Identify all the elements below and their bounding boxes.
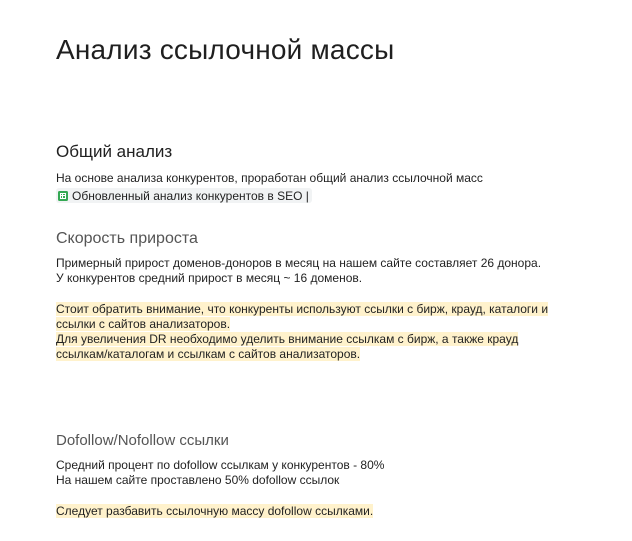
dofollow-highlight-line-1: Следует разбавить ссылочную массу dofollow ссылками. [56, 504, 374, 518]
growth-text-line-1: Примерный прирост доменов-доноров в месяц на нашем сайте составляет 26 донора. [56, 256, 542, 270]
section-growth-rate [56, 230, 616, 362]
linked-file-label: Обновленный анализ конкурентов в SEO | [72, 188, 309, 203]
section-dofollow-nofollow [56, 432, 616, 519]
section-heading-growth: Скорость прироста [56, 230, 198, 247]
dofollow-highlight-block [56, 504, 616, 519]
growth-highlight-line-2: ссылки с сайтов анализаторов. [56, 317, 231, 331]
growth-highlight-line-3: Для увеличения DR необходимо уделить внимание ссылкам с бирж, а также крауд [56, 332, 519, 346]
linked-file-chip[interactable] [56, 188, 312, 203]
section-general-analysis [56, 142, 616, 206]
section-heading-dofollow: Dofollow/Nofollow ссылки [56, 432, 229, 449]
sheets-icon [58, 191, 68, 201]
document-title: Анализ ссылочной массы [56, 34, 395, 65]
dofollow-text-line-1: Средний процент по dofollow ссылкам у конкурентов - 80% [56, 458, 385, 472]
growth-highlight-block [56, 302, 616, 362]
growth-text-line-2: У конкурентов средний прирост в месяц ~ 16 доменов. [56, 271, 363, 285]
growth-highlight-line-1: Стоит обратить внимание, что конкуренты используют ссылки с бирж, крауд, каталоги и [56, 302, 549, 316]
general-analysis-text: На основе анализа конкурентов, проработан общий анализ ссылочной масс [56, 171, 483, 185]
section-heading-general: Общий анализ [56, 142, 173, 161]
dofollow-text-line-2: На нашем сайте проставлено 50% dofollow ссылок [56, 473, 340, 487]
growth-highlight-line-4: ссылкам/каталогам и ссылкам с сайтов анализаторов. [56, 347, 361, 361]
